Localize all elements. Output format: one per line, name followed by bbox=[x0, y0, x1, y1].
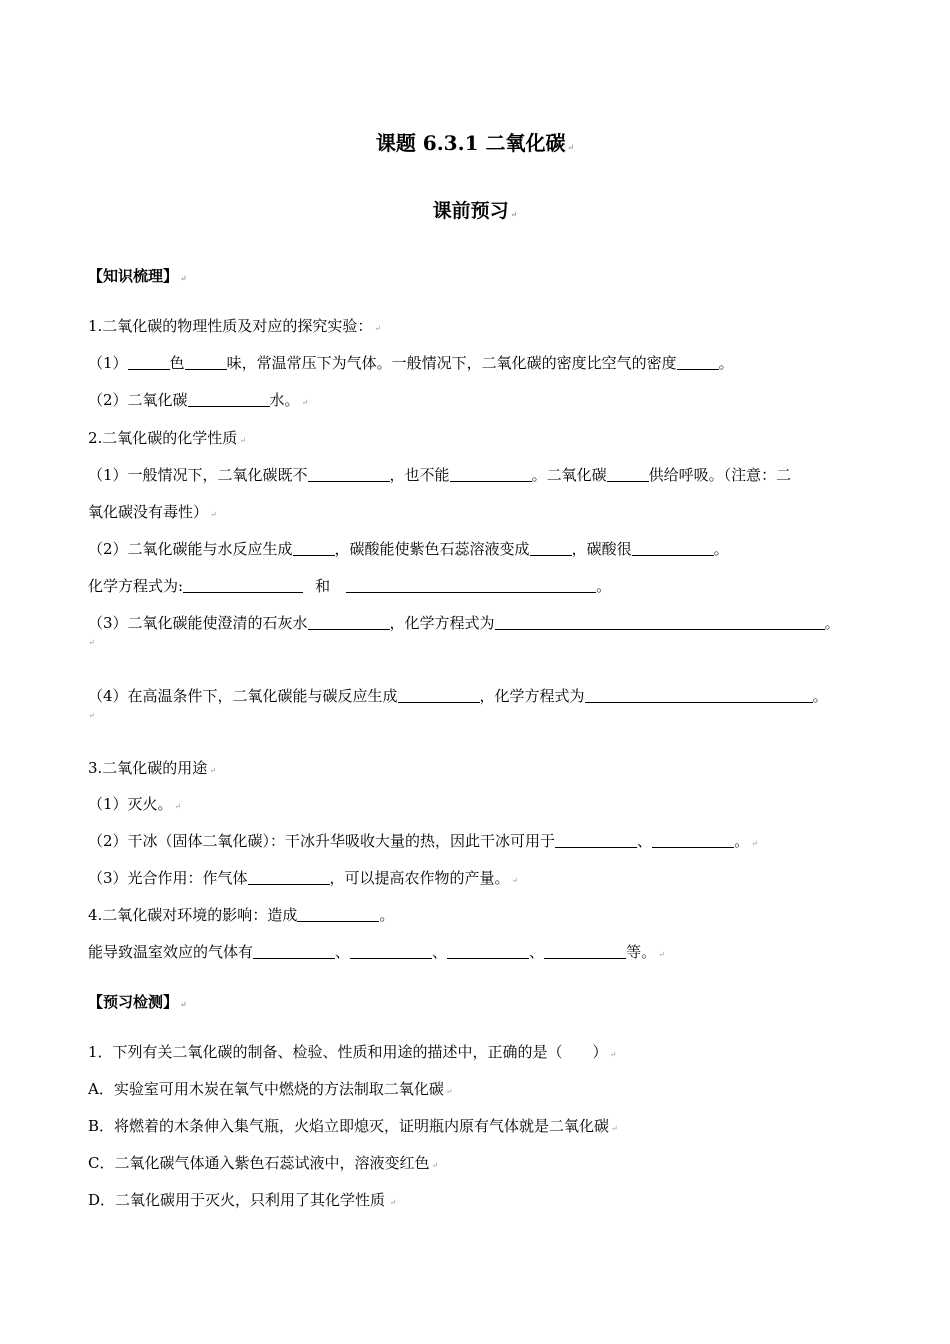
blank[interactable] bbox=[248, 870, 330, 885]
option-a[interactable]: A．实验室可用木炭在氧气中燃烧的方法制取二氧化碳 ↵ bbox=[88, 1080, 453, 1098]
blank[interactable] bbox=[495, 615, 825, 630]
item-1-2: （2）二氧化碳 水。 ↵ bbox=[88, 391, 309, 409]
blank[interactable] bbox=[398, 688, 480, 703]
option-b[interactable]: B．将燃着的木条伸入集气瓶，火焰立即熄灭，证明瓶内原有气体就是二氧化碳 ↵ bbox=[88, 1117, 618, 1135]
section-1-title: 1.二氧化碳的物理性质及对应的探究实验： ↵ bbox=[88, 317, 382, 335]
blank[interactable] bbox=[530, 541, 572, 556]
blank[interactable] bbox=[185, 355, 227, 370]
item-2-1-cont: 氧化碳没有毒性） ↵ bbox=[88, 503, 217, 521]
option-c[interactable]: C．二氧化碳气体通入紫色石蕊试液中，溶液变红色 ↵ bbox=[88, 1154, 439, 1172]
blank[interactable] bbox=[652, 833, 734, 848]
blank[interactable] bbox=[308, 467, 390, 482]
page-title: 课题 6.3.1 二氧化碳 ↵ bbox=[375, 131, 575, 155]
blank[interactable] bbox=[346, 578, 596, 593]
blank[interactable] bbox=[607, 467, 649, 482]
blank[interactable] bbox=[293, 541, 335, 556]
item-3-3: （3）光合作用：作气体 ，可以提高农作物的产量。 ↵ bbox=[88, 869, 519, 887]
blank[interactable] bbox=[544, 944, 626, 959]
blank[interactable] bbox=[253, 944, 335, 959]
blank[interactable] bbox=[632, 541, 714, 556]
check-heading: 【预习检测】 ↵ bbox=[88, 993, 187, 1011]
blank[interactable] bbox=[128, 355, 170, 370]
item-3-1: （1）灭火。 ↵ bbox=[88, 795, 182, 813]
blank[interactable] bbox=[585, 688, 813, 703]
knowledge-heading: 【知识梳理】 ↵ bbox=[88, 267, 187, 285]
item-3-2: （2）干冰（固体二氧化碳）：干冰升华吸收大量的热，因此干冰可用于 、 。 ↵ bbox=[88, 832, 758, 850]
section-2-title: 2.二氧化碳的化学性质 ↵ bbox=[88, 429, 247, 447]
item-1-1: （1） 色 味，常温常压下为气体。一般情况下，二氧化碳的密度比空气的密度 。 bbox=[88, 354, 734, 372]
blank[interactable] bbox=[450, 467, 532, 482]
page-subtitle: 课前预习 ↵ bbox=[432, 200, 518, 222]
blank[interactable] bbox=[555, 833, 637, 848]
blank[interactable] bbox=[297, 907, 379, 922]
blank[interactable] bbox=[677, 355, 719, 370]
item-2-2-equation: 化学方程式为: 和 。 bbox=[88, 577, 612, 595]
item-2-1: （1）一般情况下，二氧化碳既不 ，也不能 。二氧化碳 供给呼吸。（注意：二 bbox=[88, 466, 792, 484]
section-4-title: 4.二氧化碳对环境的影响：造成 。 bbox=[88, 906, 395, 924]
blank[interactable] bbox=[308, 615, 390, 630]
paragraph-mark: ↵ bbox=[88, 638, 95, 647]
paragraph-mark: ↵ bbox=[88, 711, 95, 720]
blank[interactable] bbox=[188, 392, 270, 407]
section-3-title: 3.二氧化碳的用途 ↵ bbox=[88, 759, 217, 777]
question-1: 1．下列有关二氧化碳的制备、检验、性质和用途的描述中，正确的是（ ） ↵ bbox=[88, 1043, 617, 1061]
blank[interactable] bbox=[447, 944, 529, 959]
blank[interactable] bbox=[183, 578, 303, 593]
item-2-4: （4）在高温条件下，二氧化碳能与碳反应生成 ，化学方程式为 。 bbox=[88, 687, 828, 705]
item-2-3: （3）二氧化碳能使澄清的石灰水 ，化学方程式为 。 bbox=[88, 614, 840, 632]
blank[interactable] bbox=[350, 944, 432, 959]
item-2-2: （2）二氧化碳能与水反应生成 ，碳酸能使紫色石蕊溶液变成 ，碳酸很 。 bbox=[88, 540, 729, 558]
item-4-gases: 能导致温室效应的气体有 、 、 、 等。 ↵ bbox=[88, 943, 665, 961]
option-d[interactable]: D．二氧化碳用于灭火，只利用了其化学性质 ↵ bbox=[88, 1191, 397, 1209]
